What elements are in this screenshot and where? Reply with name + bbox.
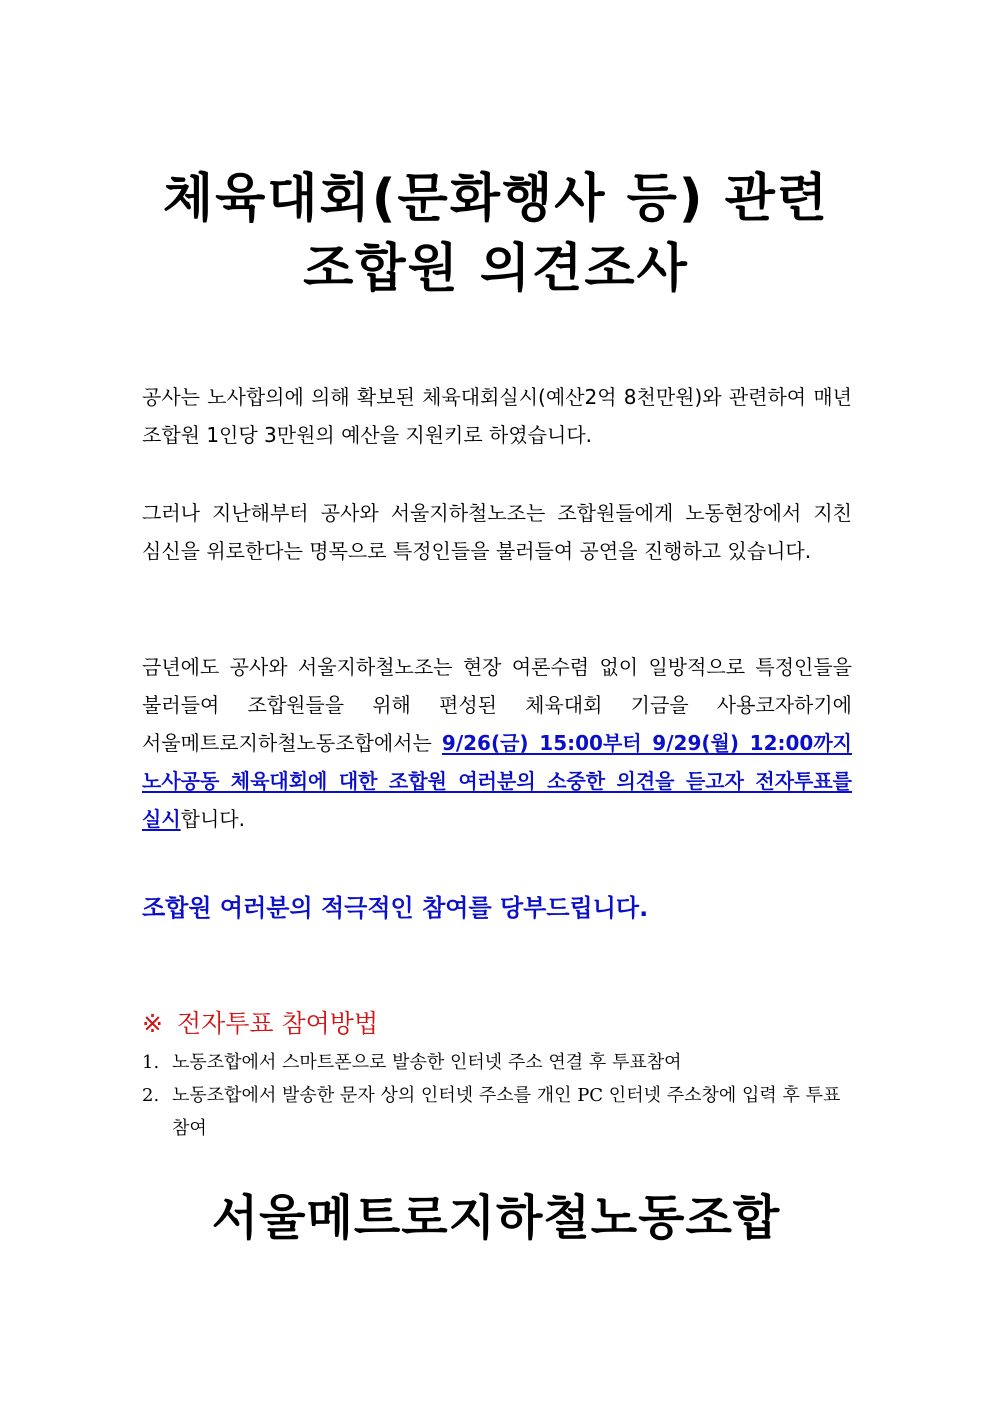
list-item — [142, 1079, 854, 1145]
method-title: 전자투표 참여방법 — [176, 1009, 379, 1038]
paragraph-vote-end: 합니다. — [180, 807, 245, 831]
organization-name: 서울메트로지하철노동조합 — [211, 1190, 781, 1246]
paragraph-budget: 공사는 노사합의에 의해 확보된 체육대회실시(예산2억 8천만원)와 관련하여 매년 조합원 1인당 3만원의 예산을 지원키로 하였습니다. — [142, 385, 852, 447]
list-item-text: 노동조합에서 스마트폰으로 발송한 인터넷 주소 연결 후 투표참여 — [172, 1052, 682, 1073]
paragraph-concert: 그러나 지난해부터 공사와 서울지하철노조는 조합원들에게 노동현장에서 지친 심신을 위로한다는 명목으로 특정인들을 불러들여 공연을 진행하고 있습니다. — [142, 501, 852, 563]
paragraph-vote-notice — [142, 648, 852, 838]
vote-period-highlight: 9/26(금) 15:00부터 9/29(월) 12:00까지 노사공동 체육대회에 대한 조합원 여러분의 소중한 의견을 듣고자 전자투표를 실시 — [142, 731, 852, 831]
list-item — [142, 1046, 854, 1079]
participation-appeal: 조합원 여러분의 적극적인 참여를 당부드립니다. — [142, 894, 649, 922]
document-title-line1: 체육대회(문화행사 등) 관련 — [162, 169, 830, 229]
reference-mark-icon: ※ — [142, 1009, 163, 1038]
list-item-text: 노동조합에서 발송한 문자 상의 인터넷 주소를 개인 PC 인터넷 주소창에 입력 후 투표참여 — [172, 1085, 841, 1139]
method-heading — [142, 1004, 378, 1044]
paragraph-vote-intro: 금년에도 공사와 서울지하철노조는 현장 여론수렴 없이 일방적으로 특정인들을 불러들여 조합원들을 위해 편성된 체육대회 기금을 사용코자하기에 서울메트로지하철노동조합에서는 — [142, 655, 852, 755]
document-title-line2: 조합원 의견조사 — [303, 239, 689, 299]
list-item-number: 2. — [142, 1085, 160, 1106]
method-list — [142, 1046, 854, 1145]
list-item-number: 1. — [142, 1052, 160, 1073]
